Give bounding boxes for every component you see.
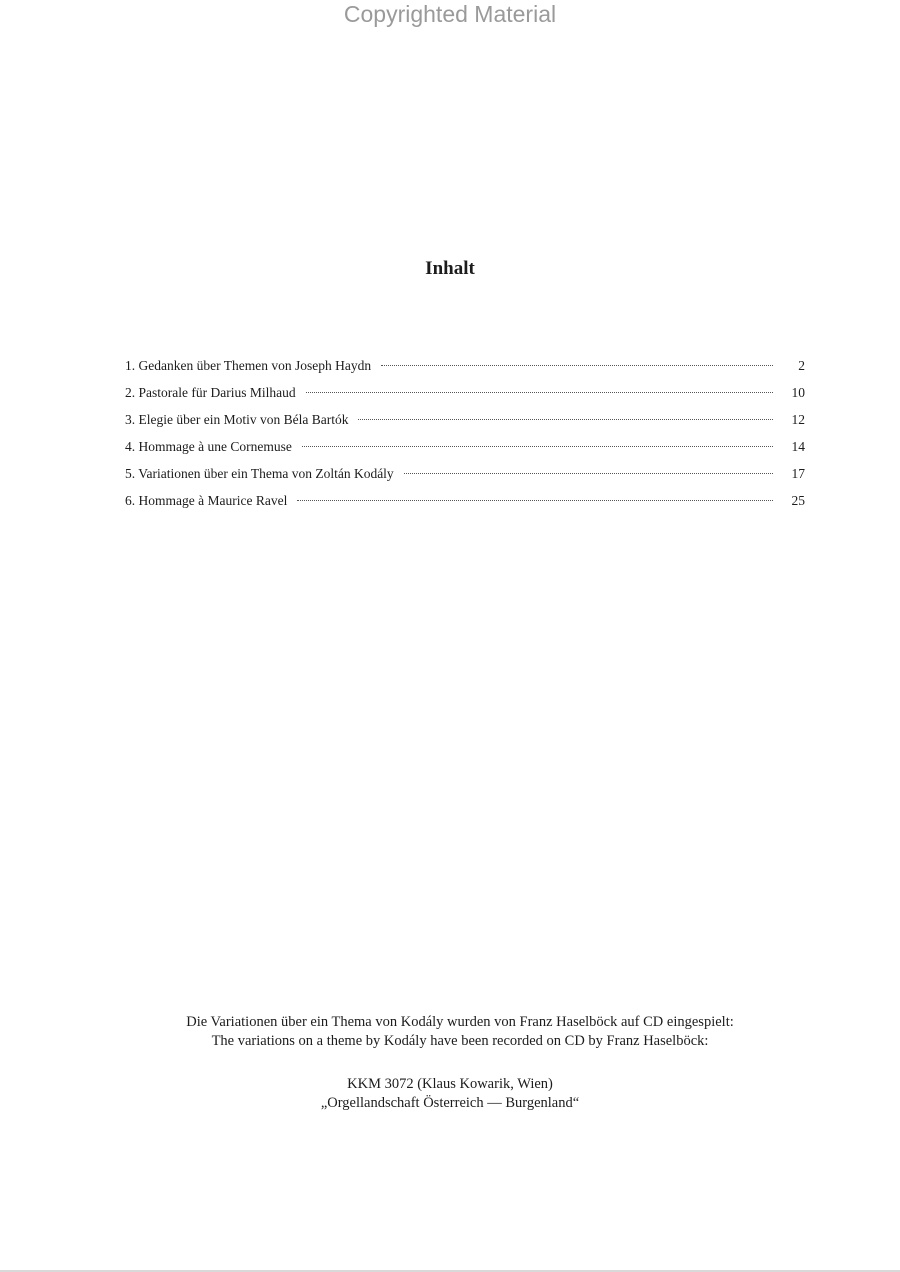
toc-entry (125, 352, 805, 379)
toc-entry-page: 14 (791, 439, 805, 454)
table-of-contents (125, 352, 805, 514)
page-title: Inhalt (425, 257, 475, 279)
toc-entry-title: 6. Hommage à Maurice Ravel (125, 493, 288, 508)
toc-entry-page: 2 (798, 358, 805, 373)
toc-entry-title: 2. Pastorale für Darius Milhaud (125, 385, 296, 400)
dot-leader (404, 473, 773, 474)
dot-leader (302, 446, 773, 447)
dot-leader (306, 392, 773, 393)
toc-entry-page: 12 (791, 412, 805, 427)
dot-leader (297, 500, 773, 501)
toc-entry (125, 487, 805, 514)
toc-entry-page: 17 (791, 466, 805, 481)
toc-entry (125, 460, 805, 487)
cd-album-title: „Orgellandschaft Österreich — Burgenland“ (320, 1095, 580, 1111)
dot-leader (358, 419, 773, 420)
toc-entry (125, 379, 805, 406)
toc-entry-title: 3. Elegie über ein Motiv von Béla Bartók (125, 412, 349, 427)
toc-entry (125, 406, 805, 433)
recording-note-english: The variations on a theme by Kodály have been recorded on CD by Franz Haselböck: (211, 1033, 709, 1049)
toc-entry-page: 10 (791, 385, 805, 400)
cd-release-info (0, 1075, 900, 1113)
recording-note (60, 1013, 860, 1051)
dot-leader (381, 365, 773, 366)
toc-entry-title: 1. Gedanken über Themen von Joseph Haydn (125, 358, 372, 373)
cd-catalog-number: KKM 3072 (Klaus Kowarik, Wien) (347, 1076, 553, 1092)
toc-entry-page: 25 (791, 493, 805, 508)
copyright-watermark: Copyrighted Material (343, 1, 557, 27)
recording-note-german: Die Variationen über ein Thema von Kodály wurden von Franz Haselböck auf CD eingespielt: (186, 1014, 734, 1030)
toc-entry-title: 5. Variationen über ein Thema von Zoltán Kodály (125, 466, 394, 481)
toc-entry (125, 433, 805, 460)
toc-entry-title: 4. Hommage à une Cornemuse (125, 439, 292, 454)
